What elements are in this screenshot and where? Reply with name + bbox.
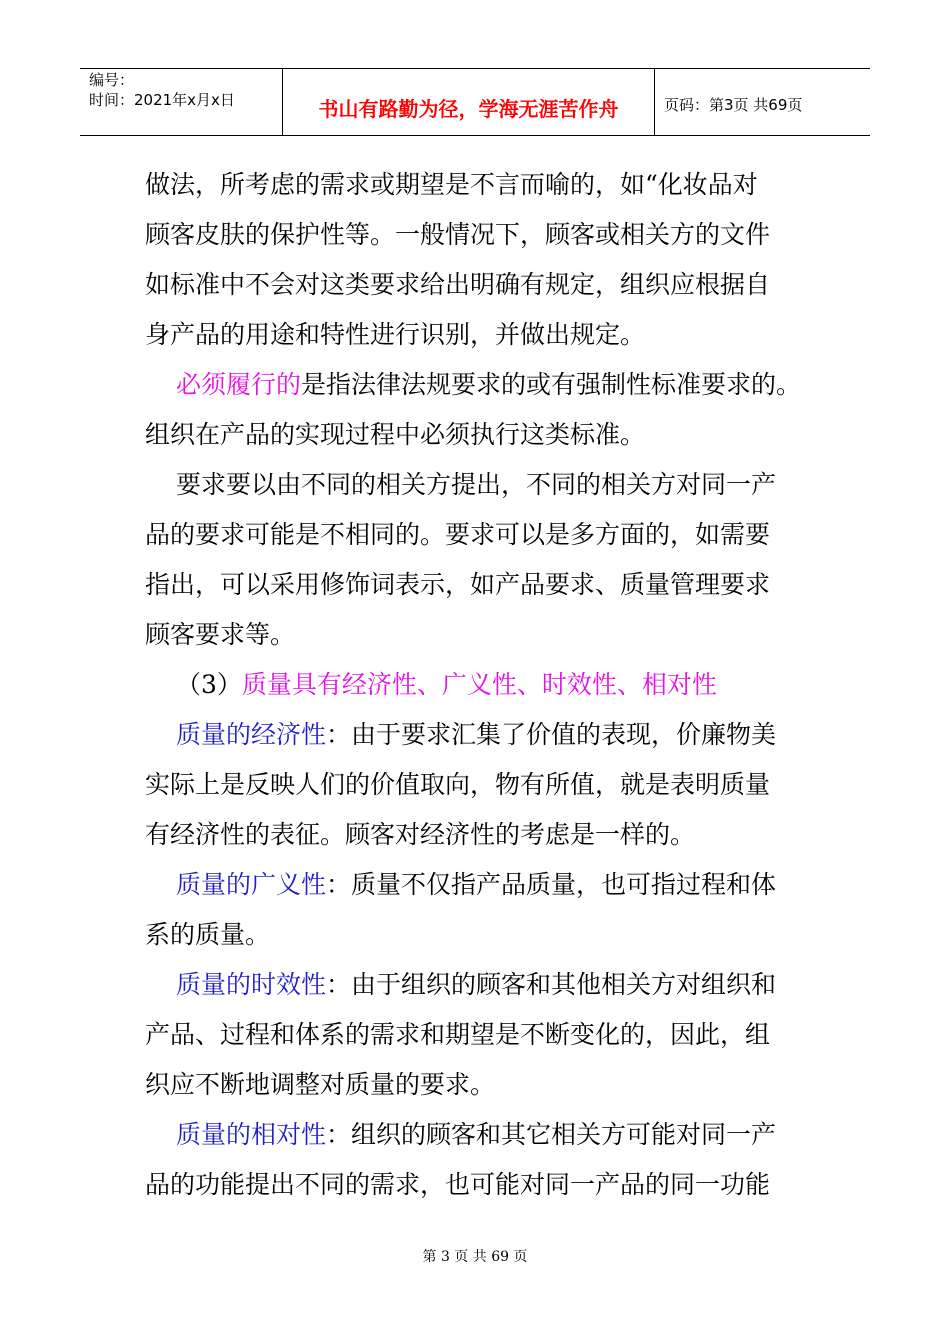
timeliness-definition: ：由于组织的顾客和其他相关方对组织和 <box>326 970 777 999</box>
body-line: 品的要求可能是不相同的。要求可以是多方面的，如需要 <box>145 520 771 549</box>
body-line: 产品、过程和体系的需求和期望是不断变化的，因此，组 <box>145 1020 771 1049</box>
header-page-cell <box>655 69 870 135</box>
body-line: 实际上是反映人们的价值取向，物有所值，就是表明质量 <box>145 770 771 799</box>
breadth-paragraph-first-line <box>145 860 825 910</box>
mandatory-term: 必须履行的 <box>176 370 302 399</box>
header-page-code: 页码：第3页 共69页 <box>664 96 803 114</box>
breadth-definition: ：质量不仅指产品质量，也可指过程和体 <box>326 870 777 899</box>
body-line: 系的质量。 <box>145 920 271 949</box>
relativity-term: 质量的相对性 <box>176 1120 327 1149</box>
body-line: 做法，所考虑的需求或期望是不言而喻的，如“化妆品对 <box>145 170 758 199</box>
page-footer: 第 3 页 共 69 页 <box>422 1249 528 1265</box>
header-motto: 书山有路勤为径，学海无涯苦作舟 <box>318 97 619 121</box>
body-line: 身产品的用途和特性进行识别，并做出规定。 <box>145 320 646 349</box>
economy-term: 质量的经济性 <box>176 720 327 749</box>
relativity-paragraph-first-line <box>145 1110 825 1160</box>
document-body <box>145 160 825 1210</box>
body-line: 要求要以由不同的相关方提出，不同的相关方对同一产 <box>176 470 777 499</box>
mandatory-paragraph-first-line <box>145 360 825 410</box>
body-line: 品的功能提出不同的需求，也可能对同一产品的同一功能 <box>145 1170 771 1199</box>
body-line: 组织在产品的实现过程中必须执行这类标准。 <box>145 420 646 449</box>
document-header <box>80 68 870 136</box>
document-date-label: 时间：2021年x月x日 <box>89 91 235 109</box>
relativity-definition: ：组织的顾客和其它相关方可能对同一产 <box>326 1120 777 1149</box>
economy-paragraph-first-line <box>145 710 825 760</box>
section-heading <box>145 660 825 710</box>
body-line: 如标准中不会对这类要求给出明确有规定，组织应根据自 <box>145 270 771 299</box>
document-number-label: 编号： <box>89 71 135 89</box>
section-heading-text: 质量具有经济性、广义性、时效性、相对性 <box>241 670 717 699</box>
timeliness-paragraph-first-line <box>145 960 825 1010</box>
economy-definition: ：由于要求汇集了价值的表现，价廉物美 <box>326 720 777 749</box>
body-line: 有经济性的表征。顾客对经济性的考虑是一样的。 <box>145 820 696 849</box>
body-line: 指出，可以采用修饰词表示，如产品要求、质量管理要求 <box>145 570 771 599</box>
header-motto-cell <box>283 69 655 135</box>
body-line: 织应不断地调整对质量的要求。 <box>145 1070 496 1099</box>
header-info-cell <box>80 69 283 135</box>
section-number: （3） <box>176 670 242 699</box>
body-line: 顾客要求等。 <box>145 620 296 649</box>
timeliness-term: 质量的时效性 <box>176 970 327 999</box>
breadth-term: 质量的广义性 <box>176 870 327 899</box>
mandatory-definition: 是指法律法规要求的或有强制性标准要求的。 <box>301 370 802 399</box>
body-line: 顾客皮肤的保护性等。一般情况下，顾客或相关方的文件 <box>145 220 771 249</box>
